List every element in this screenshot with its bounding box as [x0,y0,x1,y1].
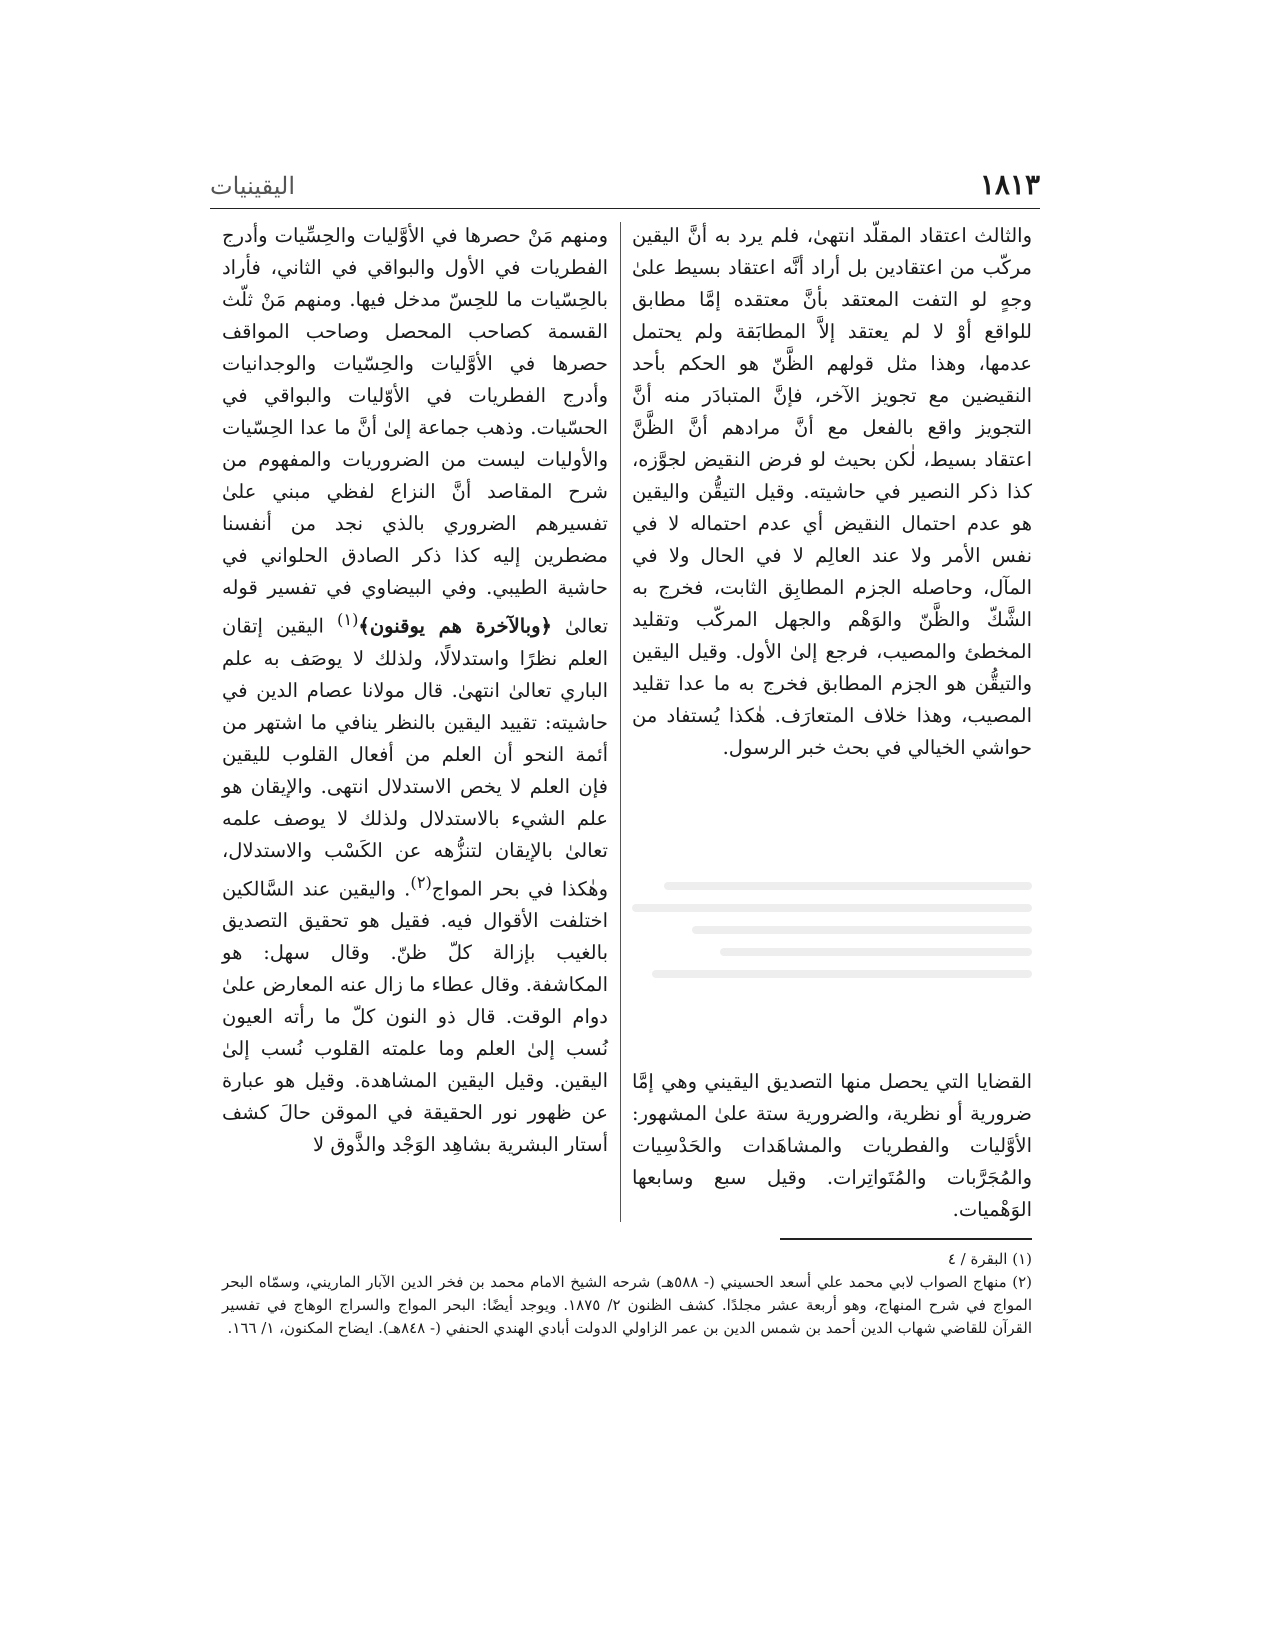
left-column-paragraph [222,220,608,1161]
left-text-c: . واليقين عند السَّالكين اختلفت الأقوال فيه. فقيل هو تحقيق التصديق بالغيب بإزالة كلّ ظنّ. وقال سهل: هو المكاشفة. وقال عطاء ما زال عنه المعارض علىٰ دوام الوقت. قال ذو النون كلّ ما رأته العيون نُسب إلىٰ العلم وما علمته القلوب نُسب إلىٰ اليقين. وقيل اليقين المشاهدة. وقيل هو عبارة عن ظهور نور الحقيقة في الموقن حالَ كشف أستار البشرية بشاهِد الوَجْد والذَّوق لا [222,877,608,1156]
faded-section-heading [632,868,1032,1008]
right-column-paragraph: والثالث اعتقاد المقلّد انتهىٰ، فلم يرد به أنَّ اليقين مركّب من اعتقادين بل أراد أنَّه اعتقاد بسيط علىٰ وجهٍ لو التفت المعتقد بأنَّ معتقده إمَّا مطابق للواقع أوْ لا لم يعتقد إلاَّ المطابَقة ولم يحتمل عدمها، وهذا مثل قولهم الظَّنّ هو الحكم بأحد النقيضين مع تجويز الآخر، فإنَّ المتبادَر منه أنَّ التجويز واقع بالفعل مع أنَّ مرادهم أنَّ الظَّنَّ اعتقاد بسيط، لٰكن بحيث لو فرض النقيض لجوَّزه، كذا ذكر النصير في حاشيته. وقيل التيقُّن واليقين هو عدم احتمال النقيض أي عدم احتماله لا في نفس الأمر ولا عند العالِم لا في الحال ولا في المآل، وحاصله الجزم المطابِق الثابت، فخرج به الشَّكّ والظَّنّ والوَهْم والجهل المركّب وتقليد المخطئ والمصيب، فرجع إلىٰ الأول. وقيل اليقين والتيقُّن هو الجزم المطابق فخرج به ما عدا تقليد المصيب، وهذا خلاف المتعارَف. هٰكذا يُستفاد من حواشي الخيالي في بحث خبر الرسول. [632,224,1032,759]
footnote-ref-1[interactable]: (١) [337,610,359,629]
footnotes [222,1248,1032,1340]
footnote-2: (٢) منهاج الصواب لابي محمد علي أسعد الحسيني (- ٥٨٨هـ) شرحه الشيخ الامام محمد بن فخر الدين الآبار الماريني، وسمّاه البحر المواج في شرح المنهاج، وهو أربعة عشر مجلدًا. كشف الظنون ٢/ ١٨٧٥. ويوجد أيضًا: البحر المواج والسراج الوهاج في تفسير القرآن للقاضي شهاب الدين أحمد بن شمس الدين بن عمر الزاولي الدولت أبادي الهندي الحنفي (- ٨٤٨هـ). ايضاح المكنون، ١/ ١٦٦. [222,1273,1033,1337]
section-intro-text: القضايا التي يحصل منها التصديق اليقيني وهي إمَّا ضرورية أو نظرية، والضرورية ستة علىٰ المشهور: الأوَّليات والفطريات والمشاهَدات والحَدْسِيات والمُجَرَّبات والمُتَواتِرات. وقيل سبع وسابعها الوَهْميات. [632,1070,1032,1221]
page-number: ١٨١٣ [979,168,1040,201]
left-text-a: ومنهم مَنْ حصرها في الأوَّليات والحِسِّيات وأدرج الفطريات في الأول والبواقي في الثاني، فأراد بالحِسّيات ما للحِسّ مدخل فيها. ومنهم مَنْ ثلّث القسمة كصاحب المحصل وصاحب المواقف حصرها في الأوَّليات والحِسّيات والوجدانيات وأدرج الفطريات في الأوّليات والبواقي في الحسّيات. وذهب جماعة إلىٰ أنَّ ما عدا الحِسّيات والأوليات ليست من الضروريات والمفهوم من شرح المقاصد أنَّ النزاع لفظي مبني علىٰ تفسيرهم الضروري بالذي نجد من أنفسنا مضطرين إليه كذا ذكر الصادق الحلواني في حاشية الطيبي. وفي البيضاوي في تفسير قوله تعالىٰ [222,224,608,638]
quran-quote: ﴿وبالآخرة هم يوقنون﴾ [358,614,552,638]
footnote-ref-2[interactable]: (٢) [410,872,432,892]
column-divider [620,222,621,1222]
right-column [632,220,1032,764]
footnote-1: (١) البقرة / ٤ [947,1250,1032,1268]
left-text-b: اليقين إتقان العلم نظرًا واستدلالًا، ولذلك لا يوصَف به علم الباري تعالىٰ انتهىٰ. قال مولانا عصام الدين في حاشيته: تقييد اليقين بالنظر ينافي ما اشتهر من أئمة النحو أن العلم من أفعال القلوب لليقين فإن العلم لا يخص الاستدلال انتهى. والإيقان هو علم الشيء بالاستدلال ولذلك لا يوصف علمه تعالىٰ بالإيقان لتنزُّهه عن الكَسْب والاستدلال، وهٰكذا في بحر المواج [222,614,609,900]
left-column [222,220,608,1161]
section-intro [632,1066,1032,1226]
page-header [210,168,1040,209]
running-head: اليقينيات [210,172,295,200]
footnote-divider [780,1238,1032,1240]
